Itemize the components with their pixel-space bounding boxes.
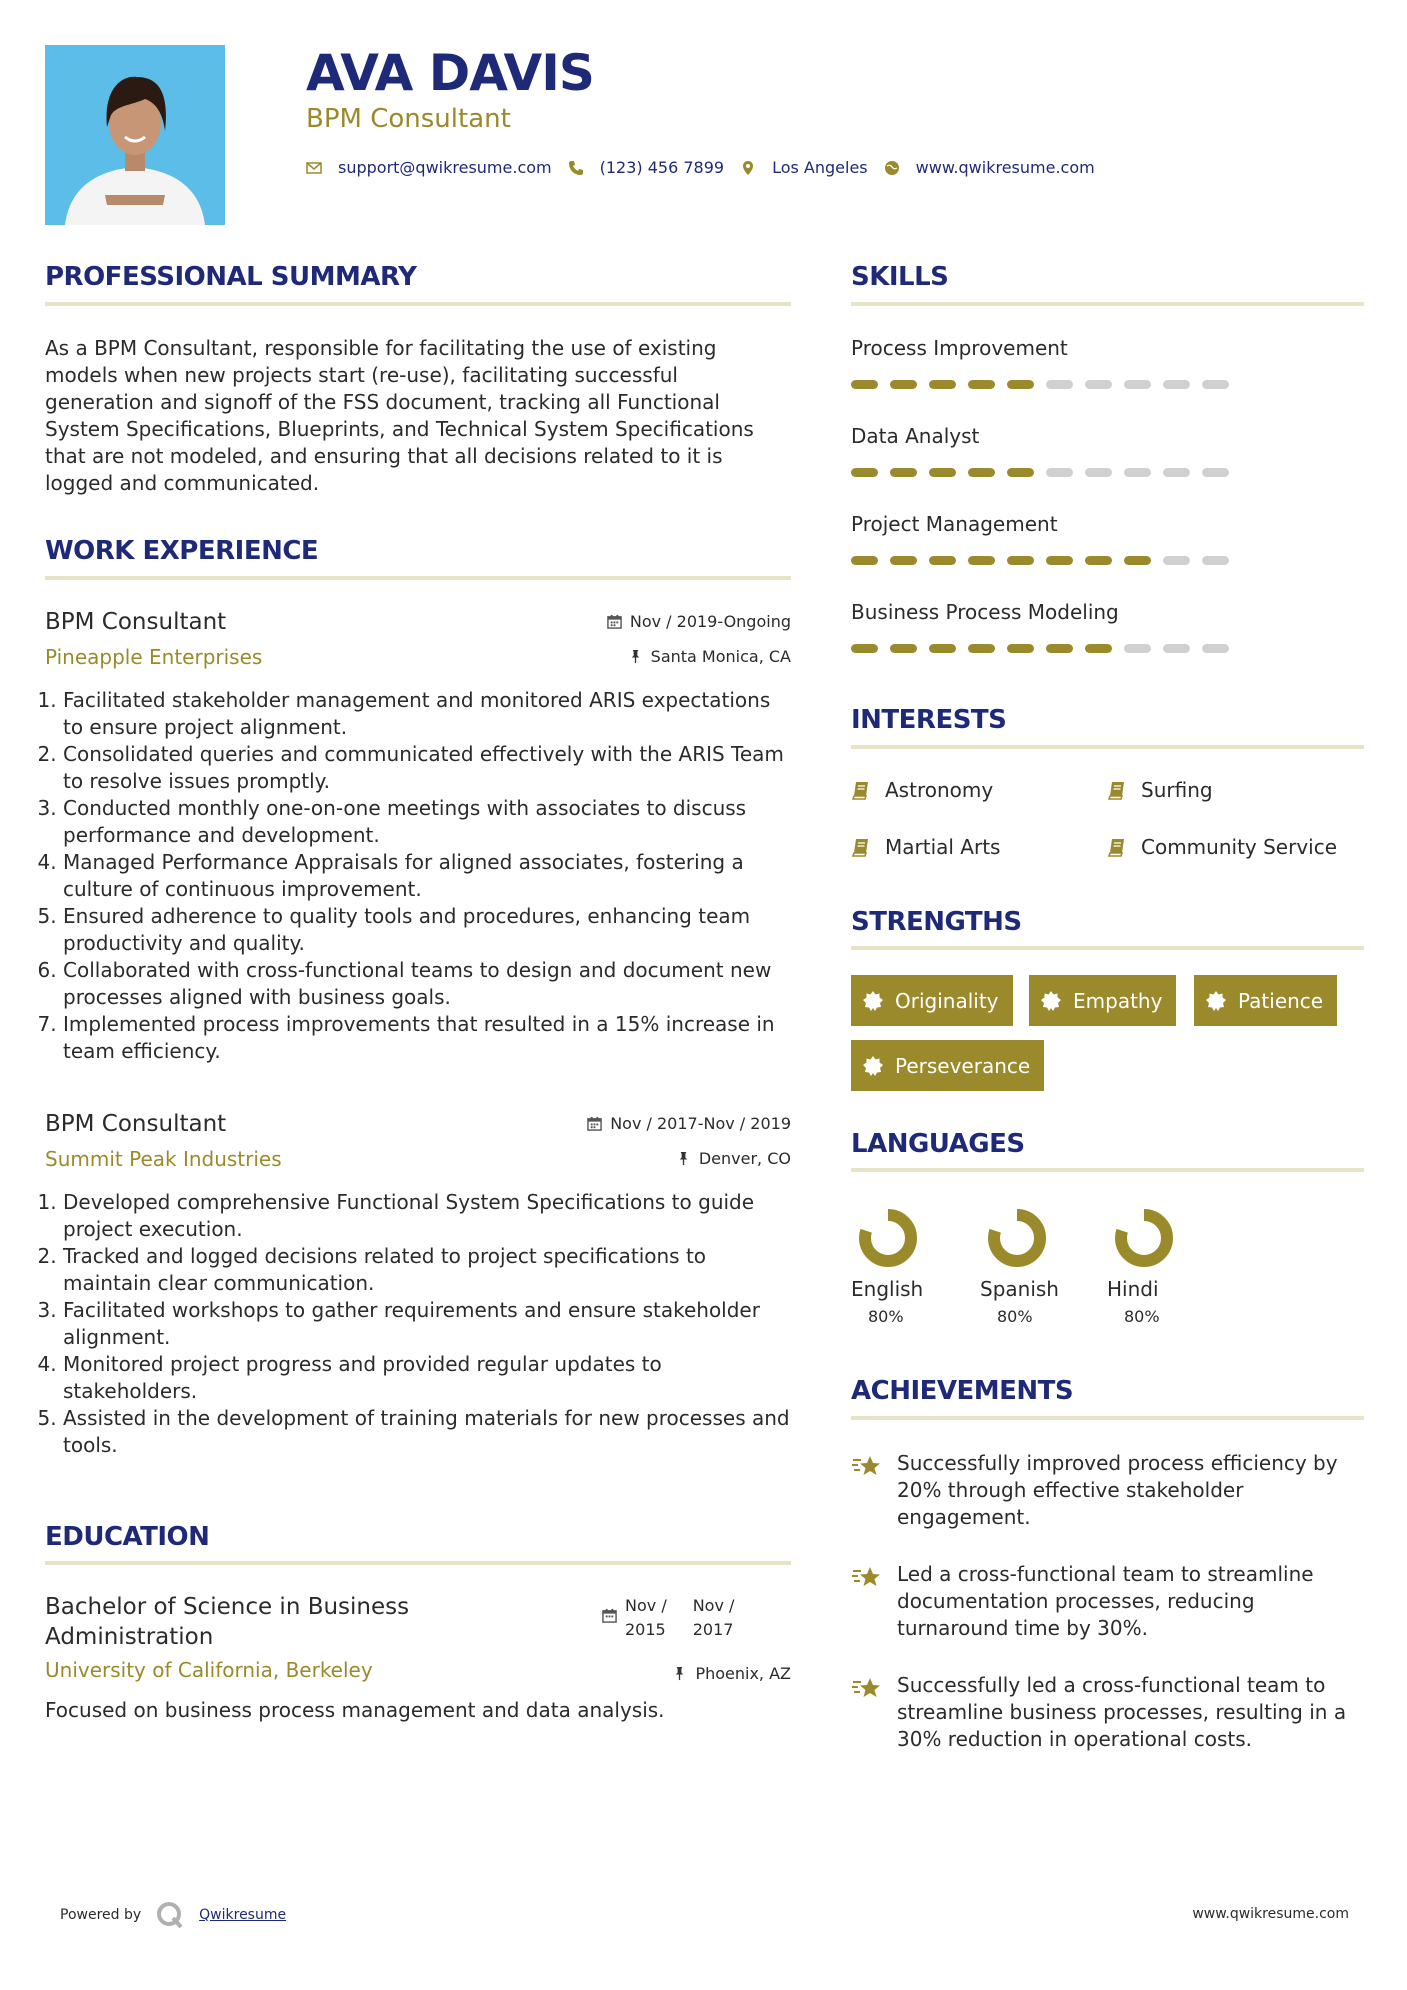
skill-item xyxy=(851,600,1364,653)
job-role: BPM Consultant xyxy=(45,1111,227,1137)
skill-rating xyxy=(851,556,1364,565)
skill-rating xyxy=(851,380,1364,389)
skill-pill-empty xyxy=(1085,380,1112,389)
skill-pill-filled xyxy=(851,644,878,653)
map-pin-icon xyxy=(740,160,756,176)
badge-seal-icon xyxy=(863,991,883,1011)
achievement-text: Successfully led a cross-functional team to streamline business processes, resulting in a 30% reduction in operational costs. xyxy=(897,1673,1347,1751)
list-item: 4. Managed Performance Appraisals for aligned associates, fostering a culture of continuous improvement. xyxy=(63,849,791,903)
skill-rating xyxy=(851,468,1364,477)
skill-pill-filled xyxy=(1046,556,1073,565)
skill-pill-filled xyxy=(890,556,917,565)
education-divider xyxy=(45,1561,791,1565)
calendar-icon xyxy=(607,614,622,629)
job-dates xyxy=(607,612,791,631)
strength-label: Originality xyxy=(895,988,999,1013)
list-item: 5. Assisted in the development of training materials for new processes and tools. xyxy=(63,1405,791,1459)
language-progress-ring xyxy=(1111,1205,1177,1271)
education-start-line2: 2015 xyxy=(625,1620,666,1639)
education-degree: Bachelor of Science in Business Administration xyxy=(45,1594,410,1650)
language-percent: 80% xyxy=(997,1307,1033,1326)
skill-pill-filled xyxy=(851,468,878,477)
book-icon xyxy=(851,780,871,800)
interest-label: Surfing xyxy=(1141,778,1213,802)
language-progress-ring xyxy=(855,1205,921,1271)
skill-pill-filled xyxy=(1007,380,1034,389)
interests-heading: INTERESTS xyxy=(851,705,1007,735)
job-entry-1 xyxy=(45,609,791,1065)
job-company: Summit Peak Industries xyxy=(45,1147,282,1171)
skill-pill-filled xyxy=(890,468,917,477)
strength-badge xyxy=(851,975,1013,1026)
job-location-text: Santa Monica, CA xyxy=(650,647,791,666)
interest-label: Martial Arts xyxy=(885,835,1001,859)
star-award-icon xyxy=(851,1563,883,1593)
language-item xyxy=(980,1205,1070,1326)
interest-item xyxy=(1107,835,1337,859)
skill-pill-empty xyxy=(1046,468,1073,477)
achievement-item xyxy=(851,1561,1364,1642)
language-percent: 80% xyxy=(1124,1307,1160,1326)
skill-pill-filled xyxy=(1085,644,1112,653)
language-progress-ring xyxy=(984,1205,1050,1271)
contact-phone[interactable] xyxy=(568,158,724,177)
skill-pill-empty xyxy=(1046,380,1073,389)
email-text[interactable]: support@qwikresume.com xyxy=(338,158,552,177)
skill-item xyxy=(851,512,1364,565)
contact-website[interactable] xyxy=(884,158,1095,177)
achievement-item xyxy=(851,1672,1364,1753)
skill-item xyxy=(851,336,1364,389)
language-item xyxy=(1107,1205,1197,1326)
book-icon xyxy=(851,837,871,857)
skill-rating xyxy=(851,644,1364,653)
skill-pill-empty xyxy=(1124,644,1151,653)
job-dates-text: Nov / 2019-Ongoing xyxy=(629,612,791,631)
pushpin-icon xyxy=(672,1666,687,1681)
list-item: 1. Developed comprehensive Functional System Specifications to guide project execution. xyxy=(63,1189,791,1243)
interest-label: Community Service xyxy=(1141,835,1338,859)
education-end-line1: Nov / xyxy=(692,1596,735,1615)
skill-pill-filled xyxy=(890,380,917,389)
strength-label: Perseverance xyxy=(895,1053,1031,1078)
job-company: Pineapple Enterprises xyxy=(45,645,263,669)
skill-pill-empty xyxy=(1202,380,1229,389)
skill-pill-empty xyxy=(1124,468,1151,477)
education-location xyxy=(672,1664,791,1683)
skill-pill-empty xyxy=(1202,556,1229,565)
skill-pill-empty xyxy=(1085,468,1112,477)
strength-label: Empathy xyxy=(1073,988,1163,1013)
skill-pill-empty xyxy=(1163,380,1190,389)
job-bullets xyxy=(45,687,791,1065)
achievements-divider xyxy=(851,1416,1364,1420)
badge-seal-icon xyxy=(1206,991,1226,1011)
job-role: BPM Consultant xyxy=(45,609,227,635)
skill-name: Business Process Modeling xyxy=(851,600,1119,624)
education-location-text: Phoenix, AZ xyxy=(695,1664,791,1683)
skill-pill-empty xyxy=(1163,468,1190,477)
summary-divider xyxy=(45,302,791,306)
skill-item xyxy=(851,424,1364,477)
language-name: Spanish xyxy=(980,1277,1059,1301)
achievements-heading: ACHIEVEMENTS xyxy=(851,1376,1074,1406)
interest-item xyxy=(851,778,993,802)
education-dates xyxy=(602,1594,734,1642)
job-location xyxy=(676,1149,791,1168)
skill-pill-filled xyxy=(890,644,917,653)
education-entry xyxy=(45,1592,791,1722)
contact-email[interactable] xyxy=(306,158,552,177)
job-dates xyxy=(587,1114,791,1133)
list-item: 6. Collaborated with cross-functional teams to design and document new processes aligned with business goals. xyxy=(63,957,791,1011)
list-item: 3. Conducted monthly one-on-one meetings with associates to discuss performance and development. xyxy=(63,795,791,849)
list-item: 5. Ensured adherence to quality tools and procedures, enhancing team productivity and quality. xyxy=(63,903,791,957)
skill-pill-filled xyxy=(968,644,995,653)
globe-icon xyxy=(884,160,900,176)
skill-pill-filled xyxy=(851,556,878,565)
list-item: 2. Consolidated queries and communicated effectively with the ARIS Team to resolve issues promptly. xyxy=(63,741,791,795)
job-bullets xyxy=(45,1189,791,1459)
pushpin-icon xyxy=(628,649,643,664)
education-school: University of California, Berkeley xyxy=(45,1658,373,1682)
list-item: 4. Monitored project progress and provided regular updates to stakeholders. xyxy=(63,1351,791,1405)
envelope-icon xyxy=(306,160,322,176)
language-name: English xyxy=(851,1277,924,1301)
strength-badge xyxy=(851,1040,1044,1091)
strength-badge xyxy=(1029,975,1176,1026)
education-end-line2: 2017 xyxy=(692,1620,734,1639)
strength-badge xyxy=(1194,975,1337,1026)
profile-photo xyxy=(45,45,225,225)
powered-by-label: Powered by xyxy=(60,1907,142,1923)
skill-pill-filled xyxy=(929,380,956,389)
achievement-text: Successfully improved process efficiency by 20% through effective stakeholder engagement. xyxy=(897,1451,1338,1529)
star-award-icon xyxy=(851,1674,883,1704)
list-item: 1. Facilitated stakeholder management and monitored ARIS expectations to ensure project alignment. xyxy=(63,687,791,741)
job-location-text: Denver, CO xyxy=(698,1149,791,1168)
experience-divider xyxy=(45,576,791,580)
list-item: 3. Facilitated workshops to gather requirements and ensure stakeholder alignment. xyxy=(63,1297,791,1351)
skill-pill-empty xyxy=(1124,380,1151,389)
book-icon xyxy=(1107,780,1127,800)
skill-pill-filled xyxy=(1007,468,1034,477)
location-text: Los Angeles xyxy=(772,158,868,177)
skill-pill-filled xyxy=(1085,556,1112,565)
skill-pill-filled xyxy=(968,380,995,389)
calendar-icon xyxy=(587,1116,602,1131)
skill-pill-filled xyxy=(929,468,956,477)
skill-pill-filled xyxy=(1007,556,1034,565)
language-name: Hindi xyxy=(1107,1277,1159,1301)
skill-name: Process Improvement xyxy=(851,336,1068,360)
strength-label: Patience xyxy=(1238,988,1324,1013)
pushpin-icon xyxy=(676,1151,691,1166)
job-dates-text: Nov / 2017-Nov / 2019 xyxy=(610,1114,791,1133)
list-item: 2. Tracked and logged decisions related to project specifications to maintain clear communication. xyxy=(63,1243,791,1297)
language-percent: 80% xyxy=(868,1307,904,1326)
job-entry-2 xyxy=(45,1111,791,1459)
languages-heading: LANGUAGES xyxy=(851,1129,1025,1159)
summary-text: As a BPM Consultant, responsible for facilitating the use of existing models when new projects start (re-use), facilitating successful generation and signoff of the FSS document, tracking all Functional System Specifications, Blueprints, and Technical System Specifications that are not modeled, and ensuring that all decisions related to it is logged and communicated. xyxy=(45,336,754,495)
skill-pill-filled xyxy=(1124,556,1151,565)
interest-label: Astronomy xyxy=(885,778,994,802)
strengths-divider xyxy=(851,946,1364,950)
list-item: 7. Implemented process improvements that resulted in a 15% increase in team efficiency. xyxy=(63,1011,791,1065)
experience-heading: WORK EXPERIENCE xyxy=(45,536,319,566)
language-item xyxy=(851,1205,941,1326)
summary-heading: PROFESSIONAL SUMMARY xyxy=(45,262,417,292)
education-start-line1: Nov / xyxy=(625,1596,667,1615)
candidate-name: AVA DAVIS xyxy=(306,44,594,102)
phone-text[interactable]: (123) 456 7899 xyxy=(599,158,725,177)
languages-divider xyxy=(851,1168,1364,1172)
achievement-text: Led a cross-functional team to streamline documentation processes, reducing turnaround time by 30%. xyxy=(897,1562,1314,1640)
qwikresume-logo-icon xyxy=(155,1900,185,1930)
qwikresume-link[interactable]: Qwikresume xyxy=(199,1907,287,1923)
candidate-title: BPM Consultant xyxy=(306,104,511,134)
skill-name: Data Analyst xyxy=(851,424,980,448)
skill-name: Project Management xyxy=(851,512,1058,536)
interest-item xyxy=(1107,778,1213,802)
skills-divider xyxy=(851,302,1364,306)
achievement-item xyxy=(851,1450,1364,1531)
education-description: Focused on business process management and data analysis. xyxy=(45,1698,665,1722)
badge-seal-icon xyxy=(1041,991,1061,1011)
skill-pill-filled xyxy=(1007,644,1034,653)
star-award-icon xyxy=(851,1452,883,1482)
skill-pill-filled xyxy=(968,468,995,477)
footer-powered-by xyxy=(60,1900,286,1930)
phone-icon xyxy=(568,160,584,176)
badge-seal-icon xyxy=(863,1056,883,1076)
person-portrait-icon xyxy=(45,45,225,225)
book-icon xyxy=(1107,837,1127,857)
skill-pill-empty xyxy=(1163,644,1190,653)
skill-pill-empty xyxy=(1202,468,1229,477)
interest-item xyxy=(851,835,1000,859)
skill-pill-empty xyxy=(1202,644,1229,653)
contact-bar xyxy=(306,158,1111,177)
calendar-icon xyxy=(602,1608,617,1623)
contact-location xyxy=(740,158,868,177)
education-heading: EDUCATION xyxy=(45,1522,210,1552)
skill-pill-filled xyxy=(851,380,878,389)
skill-pill-filled xyxy=(929,556,956,565)
job-location xyxy=(628,647,791,666)
skill-pill-filled xyxy=(1046,644,1073,653)
skill-pill-empty xyxy=(1163,556,1190,565)
interests-divider xyxy=(851,745,1364,749)
footer-website[interactable]: www.qwikresume.com xyxy=(1192,1906,1349,1922)
website-text[interactable]: www.qwikresume.com xyxy=(915,158,1095,177)
skills-heading: SKILLS xyxy=(851,262,949,292)
skill-pill-filled xyxy=(968,556,995,565)
skill-pill-filled xyxy=(929,644,956,653)
strengths-heading: STRENGTHS xyxy=(851,907,1022,937)
